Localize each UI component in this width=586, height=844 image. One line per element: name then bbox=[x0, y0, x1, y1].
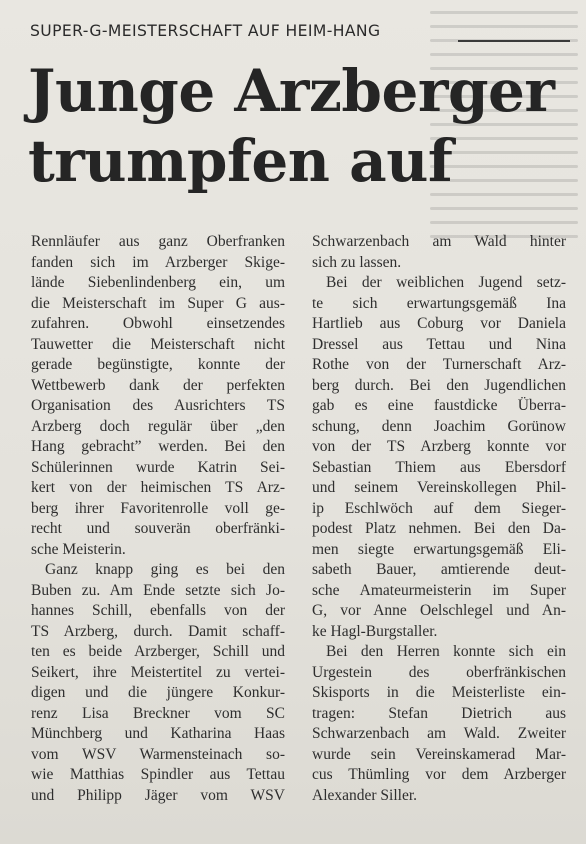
text-line: wurde sein Vereinskamerad Mar- bbox=[312, 745, 566, 763]
text-line: Rennläufer aus ganz Oberfranken bbox=[31, 233, 285, 250]
text-line: kert von der heimischen TS Arz- bbox=[31, 479, 285, 496]
text-line: te sich erwartungsgemäß Ina bbox=[312, 294, 566, 312]
text-line: recht und souverän oberfränki- bbox=[31, 520, 285, 537]
text-line: Hang gebracht” werden. Bei den bbox=[31, 438, 285, 455]
text-line: Tauwetter die Meisterschaft nicht bbox=[31, 335, 285, 353]
headline-line-2: trumpfen auf bbox=[28, 127, 453, 195]
text-line: ip Eschlwöch auf dem Sieger- bbox=[312, 499, 566, 517]
text-line: Schwarzenbach am Wald. Zweiter bbox=[312, 725, 566, 742]
article-kicker: SUPER-G-MEISTERSCHAFT AUF HEIM-HANG bbox=[30, 22, 381, 40]
text-line: vom WSV Warmensteinach so- bbox=[31, 745, 285, 763]
text-line: Alexander Siller. bbox=[312, 786, 418, 804]
text-line: sche Meisterin. bbox=[31, 540, 126, 558]
text-line: lände Siebenlindenberg ein, um bbox=[31, 274, 285, 291]
article-column-right bbox=[312, 232, 566, 806]
text-line: sabeth Bauer, amtierende deut- bbox=[312, 561, 566, 578]
text-line: Seikert, ihre Meistertitel zu vertei- bbox=[31, 663, 285, 681]
text-line: sche Amateurmeisterin im Super bbox=[312, 581, 566, 599]
text-line: Arzberg doch regulär über „den bbox=[31, 417, 285, 435]
text-line: Bei den Herren konnte sich ein bbox=[326, 643, 566, 660]
text-line: Urgestein des oberfränkischen bbox=[312, 663, 566, 681]
text-line: Schwarzenbach am Wald hinter bbox=[312, 233, 566, 250]
text-line: hannes Schill, ebenfalls von der bbox=[31, 602, 285, 619]
text-line: zufahren. Obwohl einsetzendes bbox=[31, 315, 285, 332]
text-line: ten es beide Arzberger, Schill und bbox=[31, 643, 285, 660]
text-line: wie Matthias Spindler aus Tettau bbox=[31, 766, 285, 783]
text-line: fanden sich im Arzberger Skige- bbox=[31, 253, 285, 271]
text-line: gab es eine faustdicke Überra- bbox=[312, 397, 566, 414]
article-column-left bbox=[31, 232, 285, 806]
text-line: tragen: Stefan Dietrich aus bbox=[312, 704, 566, 722]
text-line: TS Arzberg, durch. Damit schaff- bbox=[31, 622, 285, 640]
text-line: Schülerinnen wurde Katrin Sei- bbox=[31, 458, 285, 476]
text-line: Organisation des Ausrichters TS bbox=[31, 397, 285, 414]
text-line: Bei der weiblichen Jugend setz- bbox=[326, 274, 566, 291]
text-line: Münchberg und Katharina Haas bbox=[31, 725, 285, 742]
article-headline bbox=[28, 56, 555, 196]
text-line: Buben zu. Am Ende setzte sich Jo- bbox=[31, 581, 285, 599]
text-line: berg ihrer Favoritenrolle voll ge- bbox=[31, 499, 285, 517]
text-line: von der TS Arzberg konnte vor bbox=[312, 438, 566, 455]
headline-line-1: Junge Arzberger bbox=[28, 57, 555, 125]
text-line: Sebastian Thiem aus Ebersdorf bbox=[312, 458, 566, 476]
text-line: G, vor Anne Oelschlegel und An- bbox=[312, 602, 566, 619]
text-line: Rothe von der Turnerschaft Arz- bbox=[312, 356, 566, 373]
text-line: men siegte erwartungsgemäß Eli- bbox=[312, 540, 566, 558]
text-line: Skisports in die Meisterliste ein- bbox=[312, 684, 566, 701]
kicker-underline bbox=[458, 40, 570, 42]
text-line: und seinem Vereinskollegen Phil- bbox=[312, 479, 566, 496]
text-line: podest Platz nehmen. Bei den Da- bbox=[312, 520, 566, 537]
text-line: Dressel aus Tettau und Nina bbox=[312, 335, 566, 353]
text-line: Ganz knapp ging es bei den bbox=[45, 561, 285, 578]
text-line: cus Thümling vor dem Arzberger bbox=[312, 766, 566, 783]
text-line: renz Lisa Breckner vom SC bbox=[31, 704, 285, 722]
text-line: sich zu lassen. bbox=[312, 253, 402, 271]
text-line: schung, denn Joachim Gorünow bbox=[312, 417, 566, 435]
text-line: und Philipp Jäger vom WSV bbox=[31, 786, 285, 804]
text-line: digen und die jüngere Konkur- bbox=[31, 684, 285, 701]
text-line: die Meisterschaft im Super G aus- bbox=[31, 294, 285, 312]
text-line: Wettbewerb dank der perfekten bbox=[31, 376, 285, 394]
text-line: gerade begünstigte, konnte der bbox=[31, 356, 285, 373]
text-line: Hartlieb aus Coburg vor Daniela bbox=[312, 315, 566, 332]
text-line: ke Hagl-Burgstaller. bbox=[312, 622, 438, 640]
text-line: berg durch. Bei den Jugendlichen bbox=[312, 376, 566, 394]
